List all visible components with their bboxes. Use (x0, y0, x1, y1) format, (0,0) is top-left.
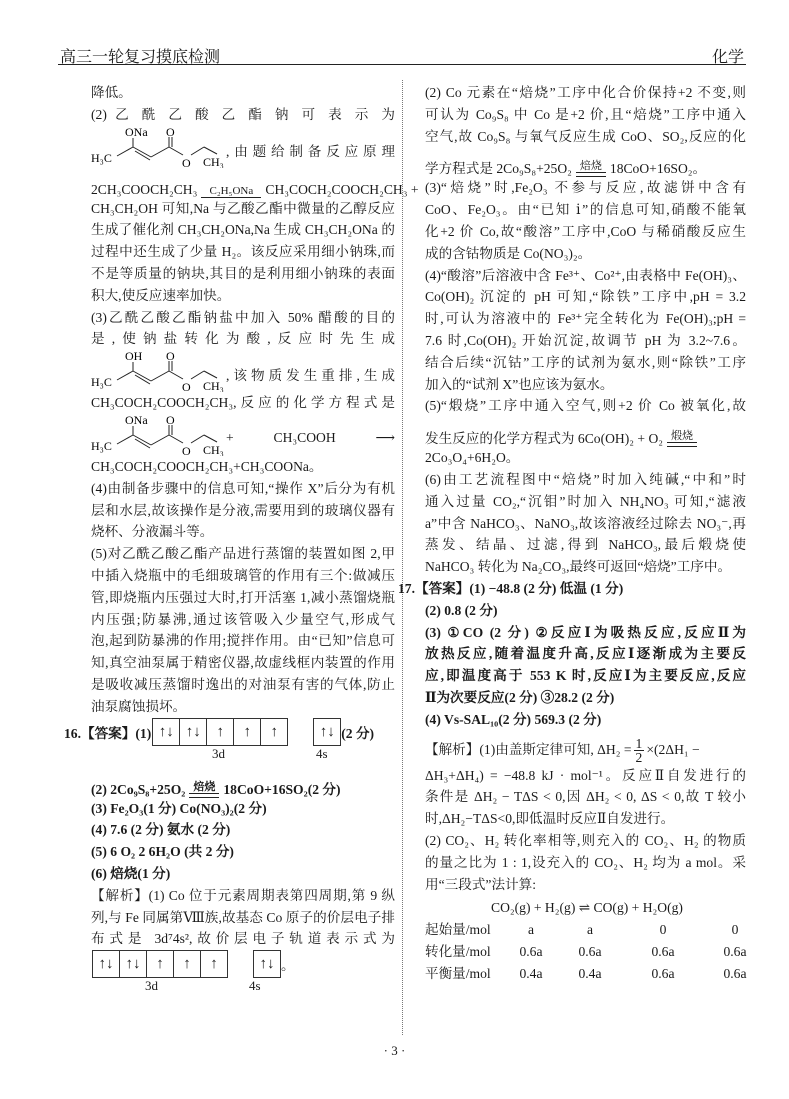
chemical-equation (425, 417, 746, 447)
orbital-labels (91, 978, 395, 996)
text-line: (5)对乙酰乙酸乙酯产品进行蒸馏的装置如图 2,甲 (91, 546, 395, 562)
text-line: 层和水层,故该操作是分液,需要用到的玻璃仪器有 (91, 502, 395, 518)
left-column (64, 82, 419, 1000)
header-title: 高三一轮复习摸底检测 (60, 49, 221, 66)
text-line: 积大,使反应速率加快。 (91, 287, 231, 303)
table-cell: 0.4a (519, 966, 543, 982)
equation-left: 学方程式是 2Co₉S₈+25O₂ (425, 161, 572, 177)
orbital-labels (64, 746, 395, 764)
text-line: 烧杯、分液漏斗等。 (91, 524, 214, 540)
text-line: 列,与 Fe 同属第Ⅷ族,故基态 Co 原子的价层电子排 (91, 909, 395, 925)
right-column (398, 82, 747, 985)
substituent-label: OH (125, 350, 143, 364)
bond (204, 371, 217, 378)
equation-left: (2) 2Co₉S₈+25O₂ (91, 781, 186, 797)
label-3d: 3d (212, 745, 225, 761)
bond (151, 371, 169, 381)
equation-right: CH₃COCH₂COOCH₂CH₃ + (265, 181, 419, 197)
text-line: a”中含 NaHCO₃、NaNO₃,故该溶液经过除去 NO₃⁻,再 (425, 515, 746, 531)
text-line: (6)由工艺流程图中“焙烧”时加入纯碱,“中和”时 (425, 471, 746, 487)
bond (191, 435, 204, 443)
arrow-bar (201, 197, 261, 198)
orbital-box: ↑↓ (152, 718, 180, 746)
text-line: 用“三段式”法计算: (425, 876, 536, 892)
text-line: CoO、Fe₂O₃。由“已知 ⅰ”的信息可知,硝酸不能氧 (425, 202, 746, 218)
text-line: 加入的“试剂 X”也应该为氨水。 (425, 376, 614, 392)
orbital-4s-box-group (314, 718, 341, 746)
arrow-bar (189, 793, 219, 798)
structural-formula (91, 414, 395, 456)
bond (169, 371, 183, 379)
bond (117, 147, 133, 156)
orbital-suffix: 。 (281, 958, 295, 974)
structural-formula (91, 350, 395, 392)
text-line: 的量之比为 1 : 1,设充入的 CO₂、H₂ 均为 a mol。采 (425, 854, 746, 870)
label-3d: 3d (145, 978, 158, 994)
page-number: · 3 · (383, 1043, 406, 1058)
text-line: ΔH₃+ΔH₄) = −48.8 kJ · mol⁻¹。反应Ⅱ自发进行的 (425, 767, 746, 783)
table-cell: 0.6a (519, 944, 543, 960)
text-line: 化+2 价 Co,故“酸溶”工序中,CoO 与稀硝酸反应生 (425, 223, 746, 239)
text-line: (4) 7.6 (2 分) 氨水 (2 分) (91, 822, 231, 838)
text-line: 生成了催化剂 CH₃CH₂ONa,Na 生成 CH₃CH₂ONa 的 (91, 222, 395, 238)
numerator: 1 (635, 735, 643, 751)
orbital-3d-boxes (93, 950, 228, 978)
text-line: (3)乙酰乙酸乙酯钠盐中加入 50% 醋酸的目的 (91, 309, 395, 325)
text-line: 空气,故 Co₉S₈ 与氧气反应生成 CoO、SO₂,反应的化 (425, 128, 746, 144)
text-line: 2Co₃O₄+6H₂O。 (425, 450, 520, 466)
orbital-suffix: (2 分) (341, 725, 375, 741)
text-line: 可认为 Co₉S₈ 中 Co 是+2 价,且“焙烧”工序中通入 (425, 106, 746, 122)
table-cell: 0 (731, 922, 739, 938)
text-line: 过程中还生成了少量 H₂。该反应采用细小钠珠,而 (91, 244, 395, 260)
fraction-line (425, 735, 746, 765)
orbital-box: ↑ (200, 950, 228, 978)
text-line: 是吸收减压蒸馏时逸出的对油泵有害的气体,防止 (91, 676, 395, 692)
table-cell: 平衡量/mol (425, 966, 491, 982)
bond (204, 435, 217, 442)
reaction-condition: 焙烧 (193, 780, 216, 793)
orbital-box: ↑ (146, 950, 174, 978)
ethyl-methyl-label: CH₃ (203, 442, 224, 456)
orbital-box: ↑↓ (179, 718, 207, 746)
orbital-box: ↑↓ (253, 950, 281, 978)
skeletal-formula-drawing (91, 350, 226, 392)
text-line: CH₃COCH₂COOCH₂CH₃+CH₃COONa。 (91, 458, 323, 474)
table-row (425, 963, 746, 985)
text-line: (3) ①CO (2 分) ②反应Ⅰ为吸热反应,反应Ⅱ为 (425, 624, 746, 640)
text-line: 不是等质量的钠块,其目的是利用细小钠珠的表面 (91, 265, 395, 281)
text-line: 17.【答案】(1) −48.8 (2 分) 低温 (1 分) (398, 580, 624, 596)
text-line: (6) 焙烧(1 分) (91, 865, 171, 881)
methyl-label: H₃C (91, 150, 112, 165)
chemical-equation (91, 768, 395, 798)
table-row (425, 919, 746, 941)
skeletal-formula-drawing (91, 414, 226, 456)
bond (117, 371, 133, 380)
table-cell: 0.6a (651, 966, 675, 982)
text-line: 油泵腐蚀损坏。 (91, 698, 187, 714)
text-line: (3)“焙烧”时,Fe₂O₃ 不参与反应,故滤饼中含有 (425, 180, 746, 196)
reaction-arrow (201, 186, 261, 198)
text-line: NaHCO₃ 转化为 Na₂CO₃,最终可返回“焙烧”工序中。 (425, 559, 732, 575)
orbital-box: ↑↓ (92, 950, 120, 978)
substituent-label: ONa (125, 125, 148, 139)
bond (151, 147, 169, 157)
bond (191, 147, 204, 155)
reaction-condition: 煅烧 (671, 430, 694, 443)
formula-caption: ,该物质发生重排,生成 (226, 368, 395, 384)
orbital-prefix: 16.【答案】(1) (64, 725, 152, 741)
bond (191, 371, 204, 379)
formula-caption: ,由题给制备反应原理 (226, 143, 395, 159)
fraction-pre: 【解析】(1)由盖斯定律可知, ΔH₂ = (425, 741, 632, 757)
orbital-box: ↑↓ (119, 950, 147, 978)
table-cell: a (586, 922, 594, 938)
text-line: 降低。 (91, 85, 132, 100)
bond (151, 435, 169, 445)
text-line: 时,可认为溶液中的 Fe³⁺完全转化为 Fe(OH)₃;pH = (425, 311, 746, 327)
orbital-4s-box-group (254, 950, 281, 978)
text-line: 泡,起到防暴沸的作用;搅拌作用。由“已知”信息可 (91, 633, 395, 649)
formula-caption: + CH₃COOH ⟶ (226, 429, 395, 445)
bond (117, 435, 133, 444)
orbital-row (64, 718, 395, 746)
bond (169, 435, 183, 443)
label-4s: 4s (249, 978, 261, 994)
text-line: 应,即温度高于 553 K 时,反应Ⅰ为主要反应,反应 (425, 668, 746, 684)
three-stage-equation: CO₂(g) + H₂(g) ⇌ CO(g) + H₂O(g) (491, 900, 683, 916)
text-line: 条件是 ΔH₂ − TΔS < 0,因 ΔH₂ < 0, ΔS < 0,故 T 较小 (425, 789, 746, 805)
text-line: CH₃COCH₂COOCH₂CH₃,反应的化学方程式是 (91, 395, 395, 411)
reaction-arrow (189, 782, 219, 798)
table-cell: 0.6a (723, 944, 747, 960)
text-line: (4)由制备步骤中的信息可知,“操作 X”后分为有机 (91, 480, 395, 496)
carbonyl-oxygen-label: O (166, 125, 175, 139)
text-line: (4)“酸溶”后溶液中含 Fe³⁺、Co²⁺,由表格中 Fe(OH)₃、 (425, 267, 746, 283)
ethyl-methyl-label: CH₃ (203, 154, 224, 168)
ester-oxygen-label: O (182, 155, 191, 168)
text-line: Ⅱ为次要反应(2 分) ③28.2 (2 分) (425, 689, 615, 705)
carbonyl-oxygen-label: O (166, 350, 175, 364)
text-line: 7.6 时,Co(OH)₂ 开始沉淀,故调节 pH 为 3.2~7.6。 (425, 332, 746, 348)
methyl-label: H₃C (91, 375, 112, 390)
text-line: (5) 6 O₂ 2 6H₂O (共 2 分) (91, 844, 234, 860)
orbital-3d-boxes (153, 718, 288, 746)
reaction-condition: 焙烧 (579, 160, 602, 173)
table-row (425, 941, 746, 963)
orbital-row (91, 950, 395, 978)
text-line: 内压强;防暴沸,通过该管吸入少量空气,形成气 (91, 611, 395, 627)
table-cell: 0.6a (651, 944, 675, 960)
arrow-bar (667, 442, 697, 447)
skeletal-formula-drawing (91, 126, 226, 168)
text-line: 时,ΔH₂−TΔS<0,即低温时反应Ⅱ自发进行。 (425, 811, 675, 827)
orbital-box: ↑ (173, 950, 201, 978)
reaction-arrow (667, 431, 697, 447)
text-line: 通入过量 CO₂,“沉钼”时加入 NH₄NO₃ 可知,“滤液 (425, 493, 746, 509)
reaction-arrow (576, 161, 606, 177)
text-line: 是,使钠盐转化为酸,反应时先生成 (91, 331, 395, 347)
bond (204, 147, 217, 154)
substituent-label: ONa (125, 413, 148, 427)
ester-oxygen-label: O (182, 380, 191, 393)
table-cell: 0.4a (578, 966, 602, 982)
table-cell: a (527, 922, 535, 938)
table-cell: 0.6a (578, 944, 602, 960)
orbital-diagram (91, 950, 395, 1000)
text-line: (5)“煅烧”工序中通入空气,则+2 价 Co 被氧化,故 (425, 398, 746, 414)
fraction-post: ×(2ΔH₁ − (646, 741, 700, 757)
reaction-condition: C₂H₅ONa (209, 184, 254, 197)
bond (169, 147, 183, 155)
header-rule (58, 64, 746, 65)
ethyl-methyl-label: CH₃ (203, 379, 224, 393)
table-cell: 起始量/mol (425, 922, 491, 938)
text-line: 成的含钴物质是 Co(NO₃)₂。 (425, 245, 592, 261)
text-line: Co(OH)₂ 沉淀的 pH 可知,“除铁”工序中,pH = 3.2 (425, 289, 746, 305)
orbital-box: ↑ (260, 718, 288, 746)
label-4s: 4s (316, 745, 328, 761)
text-line: CH₃CH₂OH 可知,Na 与乙酸乙酯中微量的乙醇反应 (91, 200, 395, 216)
text-line: 蒸发、结晶、过滤,得到 NaHCO₃,最后煅烧使 (425, 537, 746, 553)
text-line: (3) Fe₂O₃(1 分) Co(NO₃)₂(2 分) (91, 800, 267, 816)
text-line: 放热反应,随着温度升高,反应Ⅰ逐渐成为主要反 (425, 646, 746, 662)
orbital-box: ↑↓ (313, 718, 341, 746)
text-line: (2) 乙 酰 乙 酸 乙 酯 钠 可 表 示 为 (91, 106, 395, 122)
orbital-diagram (64, 718, 395, 768)
equation-right: 18CoO+16SO₂(2 分) (223, 781, 341, 797)
orbital-box: ↑ (206, 718, 234, 746)
equation-left: 发生反应的化学方程式为 6Co(OH)₂ + O₂ (425, 431, 664, 447)
equation-left: 2CH₃COOCH₂CH₃ (91, 181, 198, 197)
text-line: (2) CO₂、H₂ 转化率相等,则充入的 CO₂、H₂ 的物质 (425, 832, 746, 848)
table-cell: 0.6a (723, 966, 747, 982)
denominator: 2 (635, 749, 643, 765)
chemical-equation (91, 168, 419, 198)
orbital-box: ↑ (233, 718, 261, 746)
header-subject: 化学 (711, 49, 744, 66)
fraction (634, 737, 645, 764)
text-line: 结合后续“沉钴”工序的试剂为氨水,则“除铁”工序 (425, 354, 746, 370)
methyl-label: H₃C (91, 438, 112, 453)
table-cell: 转化量/mol (425, 944, 491, 960)
text-line: 中插入烧瓶中的毛细玻璃管的作用有三个:做减压 (91, 567, 395, 583)
structural-formula (91, 126, 395, 168)
text-line: 布式是 3d⁷4s²,故价层电子轨道表示式为 (91, 931, 395, 947)
equation-right: 18CoO+16SO₂。 (609, 161, 707, 177)
chemical-equation (425, 147, 746, 177)
ester-oxygen-label: O (182, 443, 191, 456)
text-line: (4) Vs-SAL₁₀(2 分) 569.3 (2 分) (425, 711, 602, 727)
text-line: (2) Co 元素在“焙烧”工序中化合价保持+2 不变,则 (425, 85, 746, 100)
text-line: 知,真空油泵属于精密仪器,故虚线框内装置的作用 (91, 655, 395, 671)
table-cell: 0 (659, 922, 667, 938)
carbonyl-oxygen-label: O (166, 413, 175, 427)
text-line: 【解析】(1) Co 位于元素周期表第四周期,第 9 纵 (91, 887, 395, 903)
column-divider (402, 80, 403, 1035)
text-line: (2) 0.8 (2 分) (425, 602, 498, 618)
text-line: 管,即烧瓶内压强过大时,打开活塞 1,减小蒸馏烧瓶 (91, 589, 395, 605)
